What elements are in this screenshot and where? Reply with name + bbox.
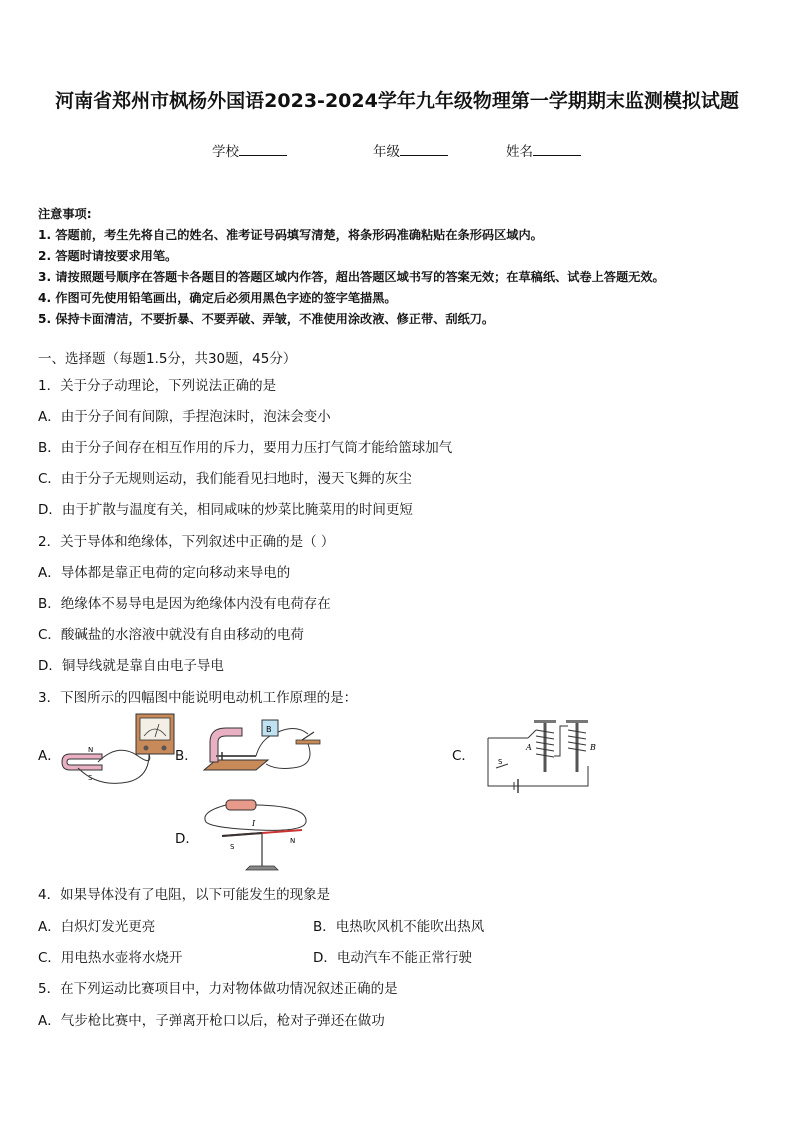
q4-option-a: A．白炽灯发光更亮 <box>38 919 156 935</box>
q3-label-c: C． <box>452 748 475 764</box>
nail-coil-b-icon <box>566 720 588 772</box>
q2-option-d: D．铜导线就是靠自由电子导电 <box>38 658 224 674</box>
q2-option-b: B．绝缘体不易导电是因为绝缘体内没有电荷存在 <box>38 596 331 612</box>
q1-stem: 1．关于分子动理论，下列说法正确的是 <box>38 378 277 394</box>
q3-label-a: A． <box>38 748 61 764</box>
note-item: 2. 答题时请按要求用笔。 <box>38 249 178 263</box>
q3-label-b: B． <box>175 748 198 764</box>
note-item: 4. 作图可先使用铅笔画出，确定后必须用黑色字迹的签字笔描黑。 <box>38 291 397 305</box>
school-label: 学校 <box>212 144 239 160</box>
q5-stem: 5．在下列运动比赛项目中，力对物体做功情况叙述正确的是 <box>38 981 398 997</box>
fig-d-n-label: N <box>290 837 296 845</box>
q1-option-b: B．由于分子间存在相互作用的斥力，要用力压打气筒才能给篮球加气 <box>38 440 453 456</box>
page-title: 河南省郑州市枫杨外国语2023-2024学年九年级物理第一学期期末监测模拟试题 <box>55 90 739 112</box>
fig-c-b-label: B <box>590 743 596 752</box>
notes-section <box>38 204 665 330</box>
figure-d-oersted <box>198 794 318 876</box>
grade-label: 年级 <box>373 144 400 160</box>
q1-option-d: D．由于扩散与温度有关，相同咸味的炒菜比腌菜用的时间更短 <box>38 502 413 518</box>
name-label: 姓名 <box>506 144 533 160</box>
svg-text:B: B <box>266 725 272 734</box>
fig-c-s-label: S <box>498 758 503 766</box>
figure-a-generator <box>58 712 178 790</box>
figure-c-electromagnet <box>480 716 615 794</box>
q4-stem: 4．如果导体没有了电阻，以下可能发生的现象是 <box>38 887 331 903</box>
grade-blank <box>400 143 448 156</box>
fig-d-i-label: I <box>252 819 256 828</box>
note-item: 1. 答题前，考生先将自己的姓名、准考证号码填写清楚，将条形码准确粘贴在条形码区域内。 <box>38 228 543 242</box>
battery-icon <box>262 720 278 736</box>
name-field <box>506 140 581 160</box>
grade-field <box>373 140 448 160</box>
q4-option-d: D．电动汽车不能正常行驶 <box>313 950 472 966</box>
note-item: 5. 保持卡面清洁，不要折暴、不要弄破、弄皱，不准使用涂改液、修正带、刮纸刀。 <box>38 312 495 326</box>
figure-b-motor <box>196 712 326 780</box>
q2-option-a: A．导体都是靠正电荷的定向移动来导电的 <box>38 565 291 581</box>
fig-d-s-label: S <box>230 843 235 851</box>
q4-option-b: B．电热吹风机不能吹出热风 <box>313 919 485 935</box>
q3-stem: 3．下图所示的四幅图中能说明电动机工作原理的是： <box>38 690 358 706</box>
q1-option-c: C．由于分子无规则运动，我们能看见扫地时，漫天飞舞的灰尘 <box>38 471 412 487</box>
q2-stem: 2．关于导体和绝缘体，下列叙述中正确的是（ ） <box>38 534 335 550</box>
horseshoe-magnet-icon <box>62 754 102 770</box>
q5-option-a: A．气步枪比赛中，子弹离开枪口以后，枪对子弹还在做功 <box>38 1013 385 1029</box>
name-blank <box>533 143 581 156</box>
notes-heading: 注意事项: <box>38 207 92 221</box>
q4-option-c: C．用电热水壶将水烧开 <box>38 950 183 966</box>
q3-label-d: D． <box>175 831 199 847</box>
fig-c-a-label: A <box>526 743 532 752</box>
fig-a-s-label: S <box>88 774 93 782</box>
q1-option-a: A．由于分子间有间隙，手捏泡沫时，泡沫会变小 <box>38 409 331 425</box>
section-heading: 一、选择题（每题1.5分，共30题，45分） <box>38 351 297 367</box>
school-field <box>212 140 287 160</box>
fig-a-n-label: N <box>88 746 94 754</box>
school-blank <box>239 143 287 156</box>
nail-coil-a-icon <box>534 720 556 772</box>
galvanometer-icon <box>136 714 174 754</box>
q2-option-c: C．酸碱盐的水溶液中就没有自由移动的电荷 <box>38 627 304 643</box>
battery-icon <box>226 800 256 810</box>
note-item: 3. 请按照题号顺序在答题卡各题目的答题区域内作答，超出答题区域书写的答案无效；在草稿纸、试卷上答题无效。 <box>38 270 665 284</box>
